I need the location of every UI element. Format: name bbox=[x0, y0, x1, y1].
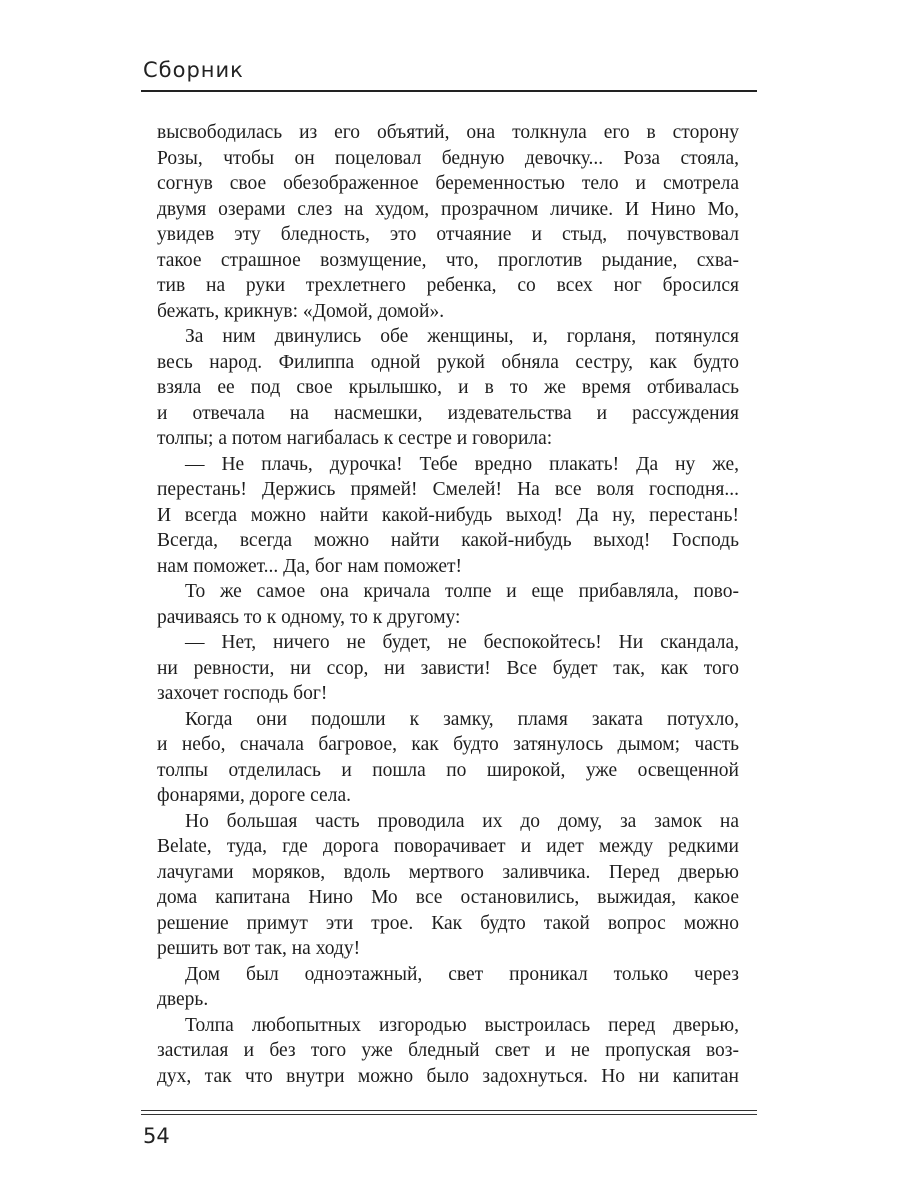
text-line: — Нет, ничего не будет, не беспокойтесь! Ни скандала, bbox=[185, 632, 739, 653]
text-line: согнув свое обезображенное беременностью тело и смотрела bbox=[157, 173, 739, 194]
text-line: дух, так что внутри можно было задохнуться. Но ни капитан bbox=[157, 1065, 739, 1087]
text-line: толпы; а потом нагибалась к сестре и говорила: bbox=[157, 428, 553, 449]
text-line: Всегда, всегда можно найти какой-нибудь выход! Господь bbox=[157, 530, 739, 551]
text-line: тив на руки трехлетнего ребенка, со всех ног бросился bbox=[157, 275, 739, 296]
header-rule bbox=[141, 90, 757, 92]
text-line: толпы отделилась и пошла по широкой, уже освещенной bbox=[157, 759, 739, 781]
body-text bbox=[157, 120, 739, 1089]
text-line: увидев эту бледность, это отчаяние и стыд, почувствовал bbox=[157, 224, 739, 245]
running-title: Сборник bbox=[143, 58, 244, 82]
text-line: Но большая часть проводила их до дому, за замок на bbox=[185, 810, 739, 832]
text-line: Belate, туда, где дорога поворачивает и идет между редкими bbox=[157, 836, 739, 857]
footer-rule-top bbox=[141, 1110, 757, 1111]
text-line: Когда они подошли к замку, пламя заката потухло, bbox=[185, 708, 739, 730]
footer-rule-bottom bbox=[141, 1114, 757, 1115]
text-line: Розы, чтобы он поцеловал бедную девочку... Роза стояла, bbox=[157, 147, 739, 169]
text-line: То же самое она кричала толпе и еще прибавляла, пово- bbox=[185, 581, 739, 602]
text-line: фонарями, дороге села. bbox=[157, 785, 351, 806]
text-line: захочет господь бог! bbox=[157, 683, 328, 704]
text-line: застилая и без того уже бледный свет и не пропуская воз- bbox=[157, 1040, 739, 1061]
text-line: двумя озерами слез на худом, прозрачном личике. И Нино Мо, bbox=[157, 198, 739, 220]
text-line: перестань! Держись прямей! Смелей! На все воля господня... bbox=[157, 479, 739, 500]
text-line: лачугами моряков, вдоль мертвого заливчика. Перед дверью bbox=[157, 861, 739, 883]
text-line: и небо, сначала багровое, как будто затянулось дымом; часть bbox=[157, 734, 739, 755]
text-line: и отвечала на насмешки, издевательства и рассуждения bbox=[157, 402, 739, 424]
text-line: дома капитана Нино Мо все остановились, выжидая, какое bbox=[157, 887, 739, 908]
text-line: взяла ее под свое крылышко, и в то же время отбивалась bbox=[157, 377, 739, 398]
text-line: За ним двинулись обе женщины, и, горланя, потянулся bbox=[185, 326, 739, 347]
text-line: рачиваясь то к одному, то к другому: bbox=[157, 606, 461, 628]
text-line: ни ревности, ни ссор, ни зависти! Все будет так, как того bbox=[157, 657, 739, 679]
text-line: Дом был одноэтажный, свет проникал только через bbox=[185, 963, 739, 985]
text-line: такое страшное возмущение, что, проглотив рыдание, схва- bbox=[157, 249, 739, 271]
text-line: Толпа любопытных изгородью выстроилась перед дверью, bbox=[185, 1014, 739, 1036]
text-line: решить вот так, на ходу! bbox=[157, 938, 361, 959]
text-line: высвободилась из его объятий, она толкнула его в сторону bbox=[157, 122, 739, 143]
text-line: дверь. bbox=[157, 989, 209, 1010]
text-line: И всегда можно найти какой-нибудь выход! Да ну, перестань! bbox=[157, 504, 739, 526]
text-line: — Не плачь, дурочка! Тебе вредно плакать! Да ну же, bbox=[185, 453, 739, 475]
text-line: весь народ. Филиппа одной рукой обняла сестру, как будто bbox=[157, 351, 739, 373]
page-number: 54 bbox=[143, 1124, 170, 1148]
text-line: решение примут эти трое. Как будто такой вопрос можно bbox=[157, 912, 739, 934]
text-line: нам поможет... Да, бог нам поможет! bbox=[157, 555, 463, 577]
text-line: бежать, крикнув: «Домой, домой». bbox=[157, 300, 445, 322]
